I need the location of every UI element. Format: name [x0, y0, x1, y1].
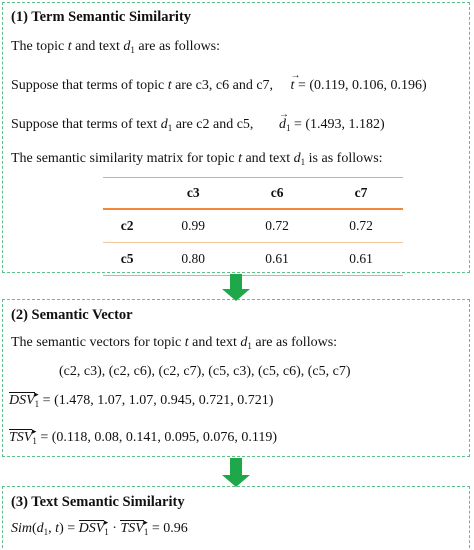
section-title: (3) Text Semantic Similarity — [11, 494, 185, 510]
table-cell: 0.99 — [151, 209, 235, 243]
table-header-row — [103, 178, 403, 210]
tsv-formula: TSV ▸ $_1$ = (0.118, 0.08, 0.141, 0.095, 0.076, 0.119) — [9, 426, 278, 446]
table-row — [103, 243, 403, 276]
table-cell: 0.80 — [151, 243, 235, 276]
section-semantic-vector — [2, 299, 470, 457]
table-cell: 0.72 — [235, 209, 319, 243]
dsv-symbol: DSV ▸ — [78, 517, 109, 536]
dsv-formula: DSV ▸ $_1$ = (1.478, 1.07, 1.07, 0.945, 0.721, 0.721) — [9, 389, 274, 409]
column-header: c7 — [319, 178, 403, 210]
text-terms-line: Suppose that terms of text $d_1$ are c2 and c5, → $d_1 = (1.493$, 1.182) — [11, 109, 385, 133]
text-vector-symbol: → d — [278, 109, 289, 132]
similarity-matrix-table — [103, 177, 403, 276]
table-cell: 0.72 — [319, 209, 403, 243]
column-header: c6 — [235, 178, 319, 210]
section-title: (1) Term Semantic Similarity — [11, 9, 192, 25]
row-header: c2 — [103, 209, 151, 243]
section-text-semantic-similarity — [2, 486, 470, 548]
dsv-symbol: DSV ▸ — [9, 389, 39, 408]
row-header: c5 — [103, 243, 151, 276]
topic-vector-symbol: → t — [290, 70, 301, 93]
table-corner-cell — [103, 178, 151, 210]
tsv-symbol: TSV ▸ — [9, 426, 37, 445]
section-title: (2) Semantic Vector — [11, 307, 133, 323]
term-pairs-line: (c2, c3), (c2, c6), (c2, c7), (c5, c3), (c5, c6), (c5, c7) — [59, 364, 351, 379]
tsv-symbol: TSV ▸ — [120, 517, 148, 536]
section-term-semantic-similarity — [2, 2, 470, 273]
column-header: c3 — [151, 178, 235, 210]
matrix-intro-line: The semantic similarity matrix for topic t and text $d_1$ is as follows: — [11, 151, 383, 167]
topic-text-intro: The topic t and text $d_1$ are as follows: — [11, 39, 221, 55]
semantic-vectors-intro: The semantic vectors for topic t and text $d_1$ are as follows: — [11, 335, 338, 351]
topic-terms-line: Suppose that terms of topic t are c3, c6 and c7, → t = (0.119, 0.106, 0.196) — [11, 70, 427, 93]
table-row — [103, 209, 403, 243]
table-cell: 0.61 — [319, 243, 403, 276]
similarity-formula: $Sim(d_1$, t) = DSV ▸ $_1$ · TSV ▸ $_1$ = 0.96 — [11, 517, 188, 537]
table-cell: 0.61 — [235, 243, 319, 276]
